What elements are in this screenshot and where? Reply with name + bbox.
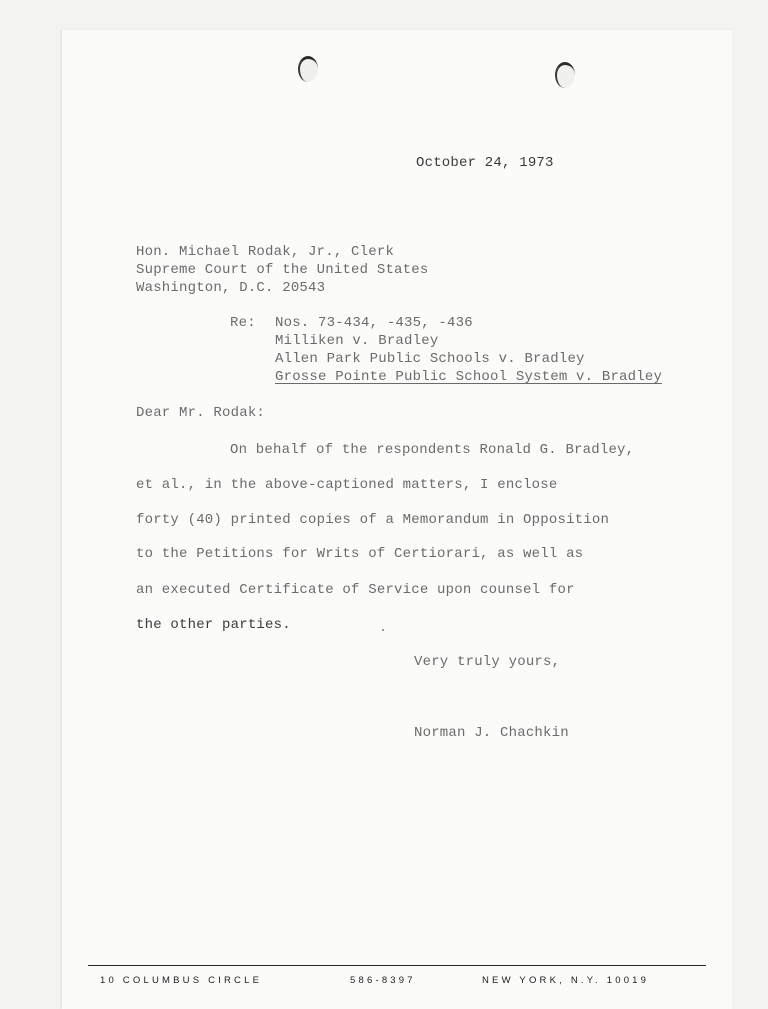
body-line-3: forty (40) printed copies of a Memorandum in Opposition xyxy=(136,512,610,528)
body-line-6: the other parties. xyxy=(136,617,291,633)
re-line-1: Nos. 73-434, -435, -436 xyxy=(275,315,473,331)
body-line-5: an executed Certificate of Service upon counsel for xyxy=(136,582,575,598)
re-line-2: Milliken v. Bradley xyxy=(275,333,439,349)
signature-name: Norman J. Chachkin xyxy=(414,725,569,741)
body-line-2: et al., in the above-captioned matters, I enclose xyxy=(136,477,558,493)
body-line-1: On behalf of the respondents Ronald G. Bradley, xyxy=(230,442,635,458)
closing: Very truly yours, xyxy=(414,654,561,670)
letter-date: October 24, 1973 xyxy=(416,155,554,171)
footer-phone: 586-8397 xyxy=(350,975,416,986)
footer-address: 10 COLUMBUS CIRCLE xyxy=(100,975,263,986)
recipient-line-3: Washington, D.C. 20543 xyxy=(136,280,326,296)
body-line-4: to the Petitions for Writs of Certiorari, as well as xyxy=(136,546,584,562)
footer-city: NEW YORK, N.Y. 10019 xyxy=(482,975,650,986)
re-label: Re: xyxy=(230,315,256,331)
punch-hole-right xyxy=(555,62,575,88)
footer-rule xyxy=(88,965,706,966)
salutation: Dear Mr. Rodak: xyxy=(136,405,266,421)
re-line-3: Allen Park Public Schools v. Bradley xyxy=(275,351,585,367)
stray-mark xyxy=(382,629,384,631)
punch-hole-left xyxy=(298,56,318,82)
re-line-4: Grosse Pointe Public School System v. Bradley xyxy=(275,369,663,385)
recipient-line-2: Supreme Court of the United States xyxy=(136,262,429,278)
recipient-line-1: Hon. Michael Rodak, Jr., Clerk xyxy=(136,244,395,260)
